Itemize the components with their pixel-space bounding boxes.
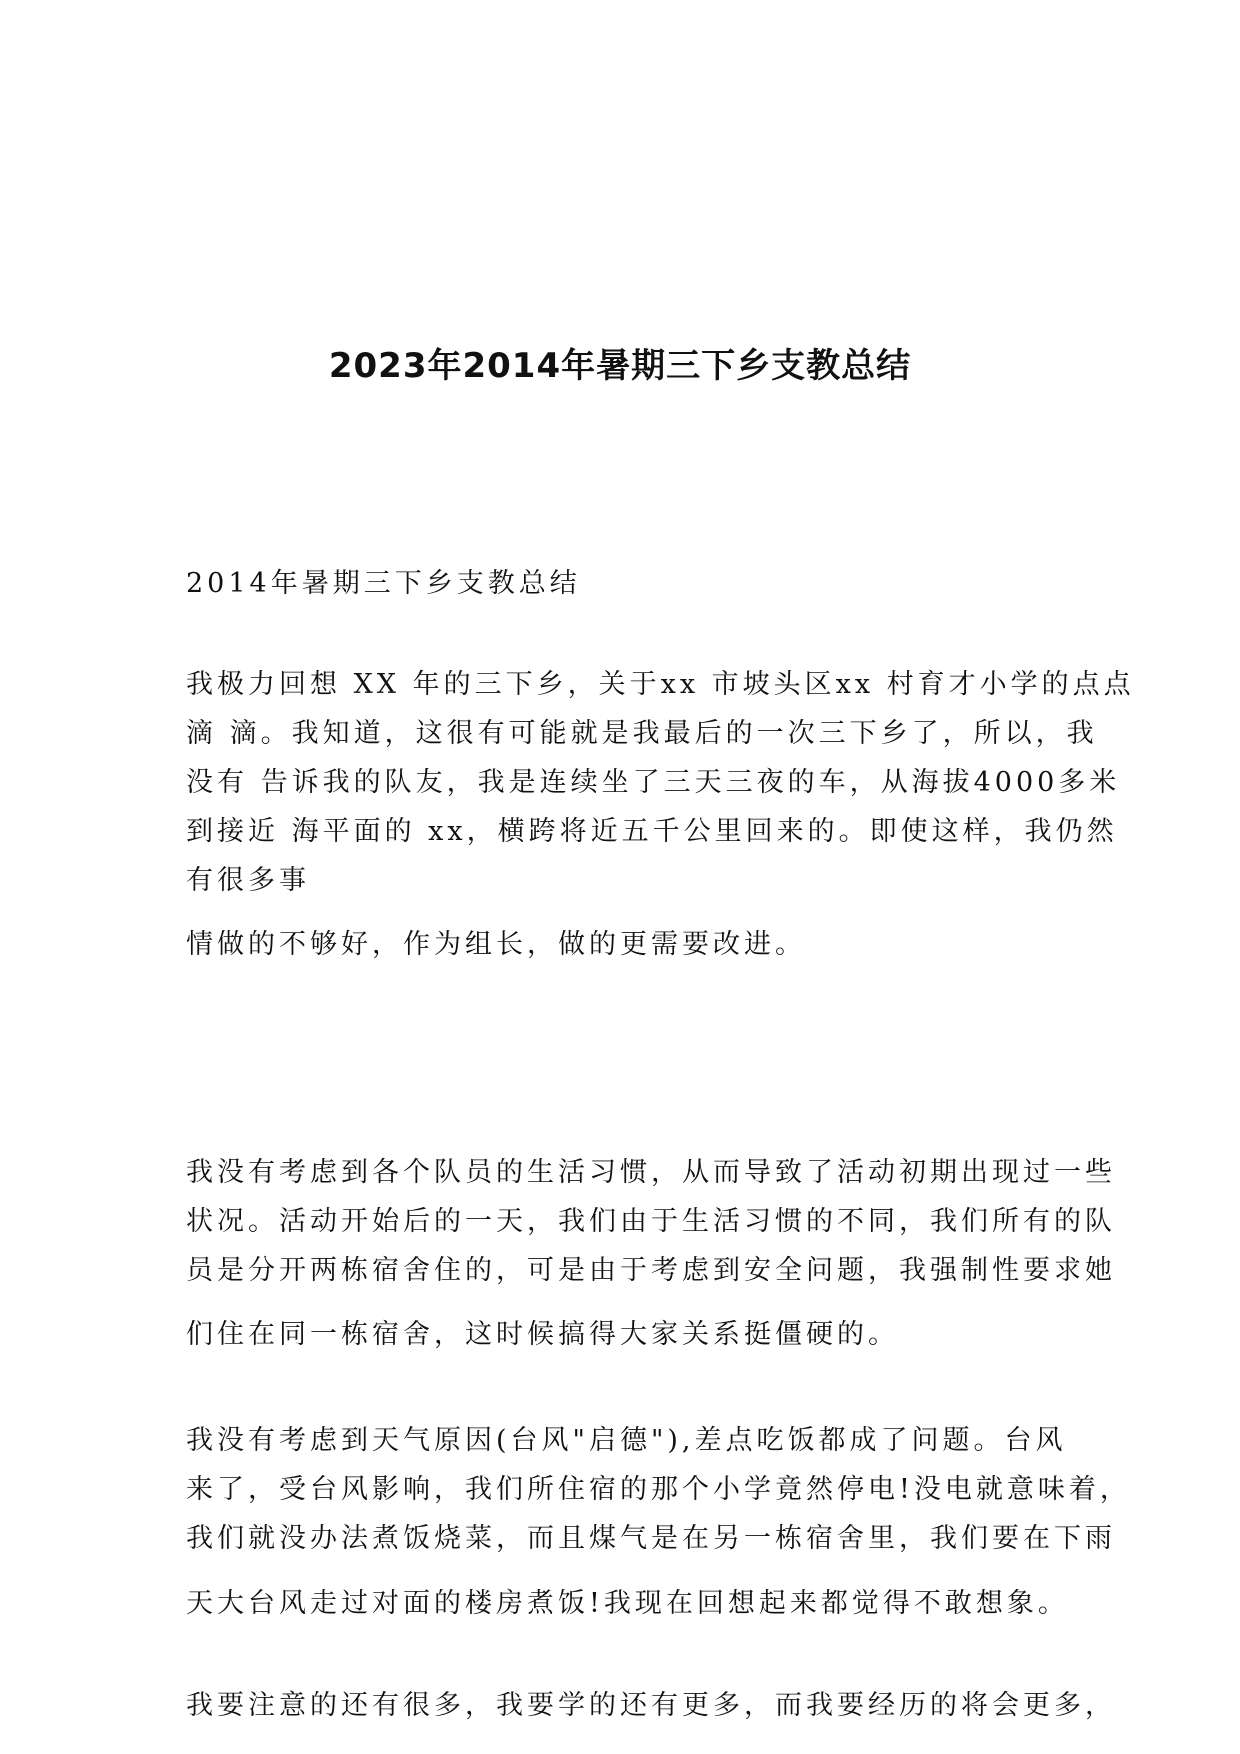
paragraph-line: 我没有考虑到天气原因(台风"启德"),差点吃饭都成了问题。台风 [186,1425,1067,1456]
document-title: 2023年2014年暑期三下乡支教总结 [328,346,912,386]
paragraph-line: 我要注意的还有很多，我要学的还有更多，而我要经历的将会更多， [186,1690,1116,1721]
paragraph-line: 来了，受台风影响，我们所住宿的那个小学竟然停电!没电就意味着， [186,1474,1131,1505]
paragraph-line: 没有 告诉我的队友，我是连续坐了三天三夜的车，从海拔4000多米 [186,767,1121,798]
paragraph-line: 们住在同一栋宿舍，这时候搞得大家关系挺僵硬的。 [186,1319,899,1350]
paragraph-line: 状况。活动开始后的一天，我们由于生活习惯的不同，我们所有的队 [186,1206,1116,1237]
paragraph-line: 有很多事 [186,865,310,896]
paragraph-line: 我没有考虑到各个队员的生活习惯，从而导致了活动初期出现过一些 [186,1157,1116,1188]
paragraph-line: 员是分开两栋宿舍住的，可是由于考虑到安全问题，我强制性要求她 [186,1255,1116,1286]
document-subtitle: 2014年暑期三下乡支教总结 [186,568,581,599]
paragraph-line: 情做的不够好，作为组长，做的更需要改进。 [186,929,806,960]
paragraph-line: 我们就没办法煮饭烧菜，而且煤气是在另一栋宿舍里，我们要在下雨 [186,1523,1116,1554]
paragraph-line: 到接近 海平面的 xx，横跨将近五千公里回来的。即使这样，我仍然 [186,816,1118,847]
paragraph-line: 滴 滴。我知道，这很有可能就是我最后的一次三下乡了，所以，我 [186,718,1098,749]
paragraph-line: 我极力回想 XX 年的三下乡，关于xx 市坡头区xx 村育才小学的点点 [186,669,1135,700]
paragraph-line: 天大台风走过对面的楼房煮饭!我现在回想起来都觉得不敢想象。 [186,1588,1069,1619]
